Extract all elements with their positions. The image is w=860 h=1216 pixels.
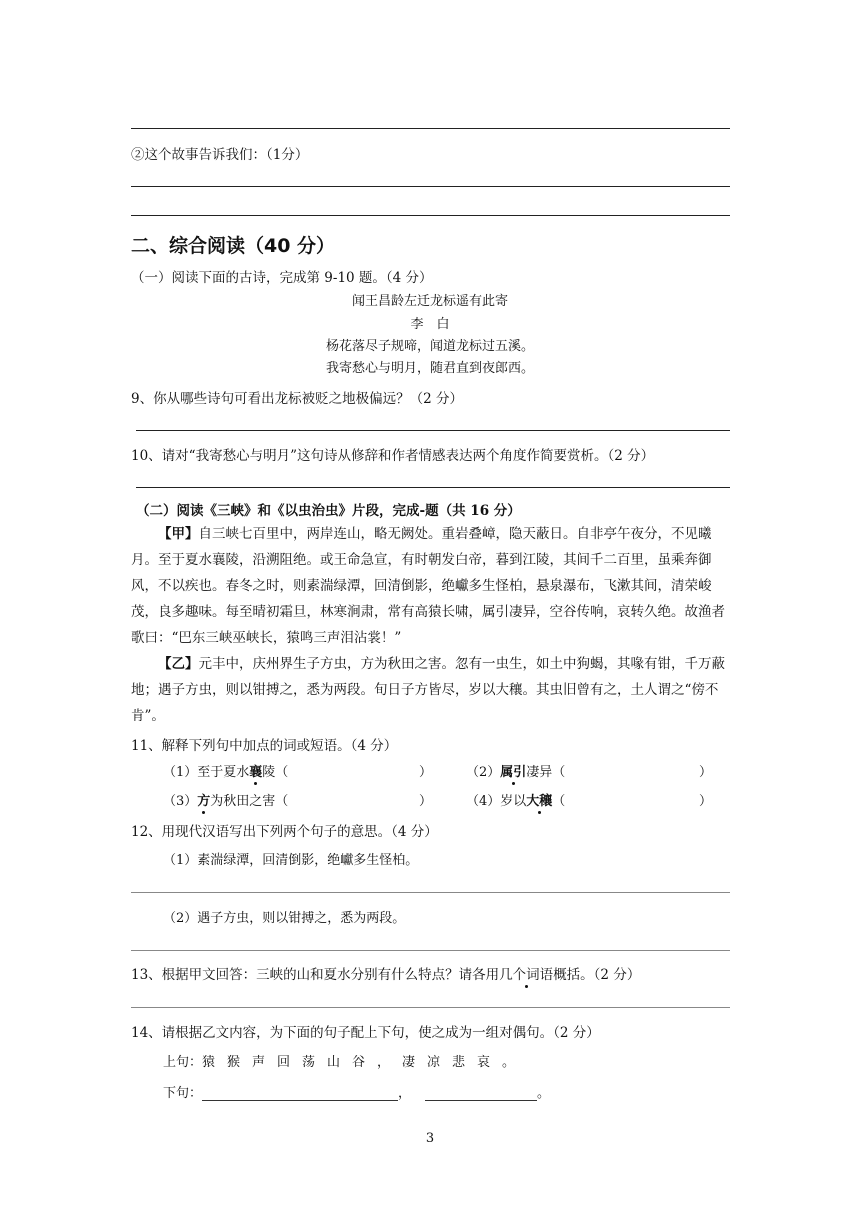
passage-yi — [131, 651, 730, 729]
part2-instruction: （二）阅读《三峡》和《以虫治虫》片段，完成-题（共 16 分） — [136, 503, 521, 519]
answer-line — [136, 430, 730, 431]
q14-upper-line — [163, 1051, 527, 1070]
answer-line — [131, 950, 730, 951]
q11-item-3 — [163, 790, 288, 809]
q11-item-text: 为秋田之害（ — [210, 794, 289, 809]
question-13 — [131, 963, 640, 983]
q11-item-4-close: ） — [699, 794, 713, 809]
q11-item-1-close: ） — [419, 765, 433, 780]
dotted-word: 属引 — [500, 761, 526, 780]
answer-line — [131, 186, 730, 187]
poem-line: 杨花落尽子规啼，闻道龙标过五溪。 — [325, 339, 534, 354]
passage-yi-text: 元丰中，庆州界生子方虫，方为秋田之害。忽有一虫生，如土中狗蝎，其喙有钳，千万蔽地；遇子方虫，则以钳搏之，悉为两段。旬日子方皆尽，岁以大穰。其虫旧曾有之，土人谓之“傍不肯”。 — [131, 656, 725, 724]
q11-item-text: 凄异（ — [526, 765, 566, 780]
q11-item-2 — [466, 761, 565, 780]
part1-instruction: （一）阅读下面的古诗，完成第 9-10 题。（4 分） — [131, 270, 433, 286]
q13-text: 概括。（2 分） — [553, 967, 641, 983]
dotted-word: 几个词语 — [499, 963, 553, 983]
dotted-word: 襄 — [249, 761, 262, 780]
answer-line — [136, 487, 730, 488]
question-14-stem: 14、请根据乙文内容，为下面的句子配上下句，使之成为一组对偶句。（2 分） — [131, 1025, 600, 1041]
question-11-stem: 11、解释下列句中加点的词或短语。（4 分） — [131, 738, 398, 754]
answer-line — [131, 128, 730, 129]
q11-item-text: （ — [552, 794, 566, 809]
q14-period: 。 — [537, 1086, 551, 1101]
dotted-word: 大穰 — [526, 790, 552, 809]
q11-item-1 — [163, 761, 288, 780]
q14-comma: ， — [398, 1086, 412, 1101]
poem-author: 李 白 — [410, 317, 450, 332]
q11-item-text: （4）岁以 — [466, 794, 527, 809]
q11-item-text: （2） — [466, 765, 501, 780]
q14-upper-text: 猿猴声回荡山谷，凄凉悲哀。 — [202, 1055, 528, 1070]
poem-line: 我寄愁心与明月，随君直到夜郎西。 — [325, 361, 534, 376]
q11-item-text: （1）至于夏水 — [163, 765, 250, 780]
question-10: 10、请对“我寄愁心与明月”这句诗从修辞和作者情感表达两个角度作简要赏析。（2 分） — [131, 448, 655, 464]
q11-item-2-close: ） — [699, 765, 713, 780]
passage-yi-tag: 【乙】 — [158, 656, 199, 672]
question-12-stem: 12、用现代汉语写出下列两个句子的意思。（4 分） — [131, 824, 438, 840]
q11-item-3-close: ） — [419, 794, 433, 809]
answer-line — [131, 215, 730, 216]
answer-line — [131, 892, 730, 893]
passage-jia-tag: 【甲】 — [158, 526, 199, 542]
answer-blank[interactable] — [425, 1086, 537, 1101]
q11-item-4 — [466, 790, 565, 809]
passage-jia-text: 自三峡七百里中，两岸连山，略无阙处。重岩叠嶂，隐天蔽日。自非亭午夜分，不见曦月。至于夏水襄陵，沿溯阻绝。或王命急宣，有时朝发白帝，暮到江陵，其间千二百里，虽乘奔御风，不以疾也。春冬之时，则素湍绿潭，回清倒影，绝巘多生怪柏，悬泉瀑布，飞漱其间，清荣峻茂，良多趣味。每至晴初霜旦，林寒涧肃，常有高猿长啸，属引凄异，空谷传响，哀转久绝。故渔者歌曰：“巴东三峡巫峡长，猿鸣三声泪沾裳！” — [131, 526, 725, 646]
poem-title: 闻王昌龄左迁龙标遥有此寄 — [351, 294, 508, 309]
answer-blank[interactable] — [202, 1086, 398, 1101]
q11-item-text: （3） — [163, 794, 198, 809]
q13-text: 13、根据甲文回答：三峡的山和夏水分别有什么特点？请各用 — [131, 967, 500, 983]
question-9: 9、你从哪些诗句可看出龙标被贬之地极偏远？（2 分） — [131, 391, 463, 407]
q12-sentence-2: （2）遇子方虫，则以钳搏之，悉为两段。 — [163, 911, 406, 926]
dotted-word: 方 — [197, 790, 210, 809]
q14-lower-line — [163, 1082, 550, 1101]
q11-item-text: 陵（ — [262, 765, 289, 780]
answer-line — [131, 1007, 730, 1008]
q8-sub2: ②这个故事告诉我们：（1分） — [131, 147, 309, 163]
q14-upper-label: 上句： — [163, 1055, 203, 1070]
page-number: 3 — [425, 1131, 435, 1146]
section-heading: 二、综合阅读（40 分） — [131, 235, 336, 257]
passage-jia — [131, 521, 730, 651]
q14-lower-label: 下句： — [163, 1086, 203, 1101]
q12-sentence-1: （1）素湍绿潭，回清倒影，绝巘多生怪柏。 — [163, 853, 419, 868]
